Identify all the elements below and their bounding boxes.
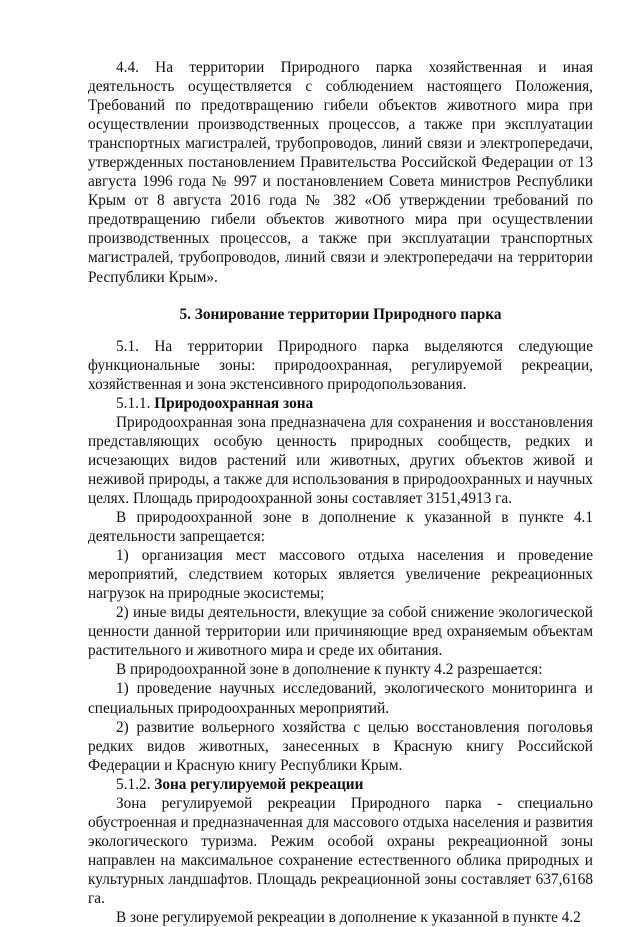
paragraph-5-1-1-f: 1) проведение научных исследований, экологического мониторинга и специальных природоохранных мероприятий. — [88, 680, 593, 717]
subsection-number: 5.1.1. — [116, 394, 151, 412]
paragraph-5-1-1-b: В природоохранной зоне в дополнение к указанной в пункте 4.1 деятельности запрещается: — [88, 509, 593, 546]
paragraph-5-1-1-d: 2) иные виды деятельности, влекущие за собой снижение экологической ценности данной территории или причиняющие вред охраняемым объектам растительного и животного мира и среде их обитания. — [88, 604, 593, 660]
document-page — [88, 58, 593, 927]
paragraph-4-4: 4.4. На территории Природного парка хозяйственная и иная деятельность осуществляется с соблюдением настоящего Положения, Требований по предотвращению гибели объектов животного мира при осуществлении производственных процессов, а также при эксплуатации транспортных магистралей, трубопроводов, линий связи и электропередачи, утвержденных постановлением Правительства Российской Федерации от 13 августа 1996 года № 997 и постановлением Совета министров Республики Крым от 8 августа 2016 года № 382 «Об утверждении требований по предотвращению гибели объектов животного мира при осуществлении производственных процессов, а также при эксплуатации транспортных магистралей, трубопроводов, линий связи и электропередачи на территории Республики Крым». — [88, 59, 593, 286]
paragraph-5-1-1-c: 1) организация мест массового отдыха населения и проведение мероприятий, следствием которых является увеличение рекреационных нагрузок на природные экосистемы; — [88, 547, 593, 603]
paragraph-5-1-1-a: Природоохранная зона предназначена для сохранения и восстановления представляющих особую ценность природных сообществ, редких и исчезающих видов растений или животных, других объектов живой и неживой природы, а также для использования в природоохранных и научных целях. Площадь природоохранной зоны составляет 3151,4913 га. — [88, 413, 593, 507]
subsection-title: Зона регулируемой рекреации — [154, 775, 364, 793]
subsection-title: Природоохранная зона — [154, 394, 314, 412]
paragraph-5-1-1-e: В природоохранной зоне в дополнение к пункту 4.2 разрешается: — [116, 661, 543, 679]
subsection-5-1-1-heading — [88, 394, 593, 413]
subsection-5-1-2-heading — [88, 775, 593, 794]
paragraph-5-1: 5.1. На территории Природного парка выделяются следующие функциональные зоны: природоохранная, регулируемой рекреации, хозяйственная и зона экстенсивного природопользования. — [88, 337, 593, 393]
paragraph-5-1-1-g: 2) развитие вольерного хозяйства с целью восстановления поголовья редких видов животных, занесенных в Красную книгу Российской Федерации и Красную книгу Республики Крым. — [88, 718, 593, 774]
section-5-heading: 5. Зонирование территории Природного парка — [179, 305, 502, 323]
subsection-number: 5.1.2. — [116, 775, 151, 793]
paragraph-5-1-2-a: Зона регулируемой рекреации Природного парка - специально обустроенная и предназначенная для массового отдыха населения и развития экологического туризма. Режим особой охраны рекреационной зоны направлен на максимальное сохранение естественного облика природных и культурных ландшафтов. Площадь рекреационной зоны составляет 637,6168 га. — [88, 794, 593, 907]
paragraph-5-1-2-b: В зоне регулируемой рекреации в дополнение к указанной в пункте 4.2 — [116, 909, 581, 927]
